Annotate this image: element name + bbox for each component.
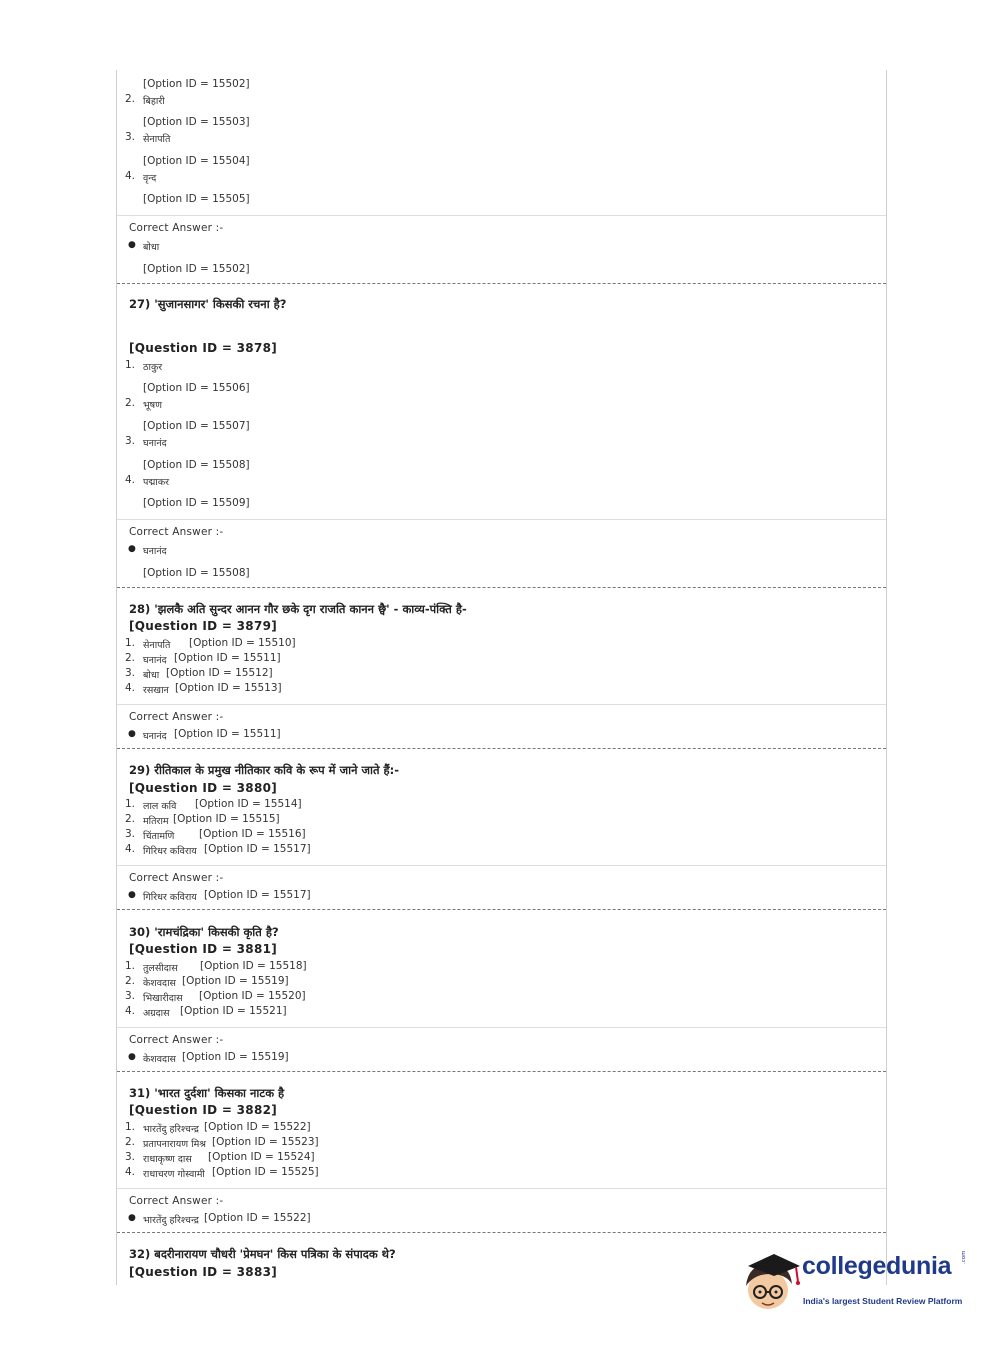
correct-answer-text: गिरिधर कविराय xyxy=(143,892,197,903)
section-divider xyxy=(117,1027,886,1028)
option-text: चिंतामणि xyxy=(143,831,175,842)
option-id: [Option ID = 15505] xyxy=(143,193,250,205)
mascot-icon xyxy=(740,1250,802,1314)
option-id: [Option ID = 15520] xyxy=(199,990,306,1002)
question-id: [Question ID = 3882] xyxy=(129,1103,278,1117)
section-divider xyxy=(117,704,886,705)
bullet-icon: ● xyxy=(128,729,136,739)
question-title: 27) 'सुजानसागर' किसकी रचना है? xyxy=(129,297,287,311)
question-title: 31) 'भारत दुर्दशा' किसका नाटक है xyxy=(129,1086,285,1100)
option-text: पद्माकर xyxy=(143,477,170,488)
question-id: [Question ID = 3881] xyxy=(129,942,278,956)
option-id: [Option ID = 15506] xyxy=(143,382,250,394)
correct-answer-label: Correct Answer :- xyxy=(129,1195,224,1207)
option-number: 1. xyxy=(125,1121,136,1133)
option-id: [Option ID = 15511] xyxy=(174,652,281,664)
option-text: राधाकृष्ण दास xyxy=(143,1154,192,1165)
correct-answer-option-id: [Option ID = 15502] xyxy=(143,263,250,275)
option-id: [Option ID = 15504] xyxy=(143,155,250,167)
option-id: [Option ID = 15522] xyxy=(204,1121,311,1133)
section-divider xyxy=(117,1188,886,1189)
option-text: भारतेंदु हरिश्चन्द्र xyxy=(143,1124,199,1135)
option-number: 3. xyxy=(125,1151,136,1163)
option-text: रसखान xyxy=(143,685,169,696)
correct-answer-label: Correct Answer :- xyxy=(129,526,224,538)
option-number: 2. xyxy=(125,975,136,987)
question-title: 30) 'रामचंद्रिका' किसकी कृति है? xyxy=(129,925,279,939)
option-id: [Option ID = 15524] xyxy=(208,1151,315,1163)
option-text: लाल कवि xyxy=(143,801,177,812)
option-number: 3. xyxy=(125,667,136,679)
question-id: [Question ID = 3883] xyxy=(129,1265,278,1279)
option-id: [Option ID = 15523] xyxy=(212,1136,319,1148)
option-text: घनानंद xyxy=(143,438,167,449)
option-text: वृन्द xyxy=(143,173,157,184)
option-id: [Option ID = 15508] xyxy=(143,459,250,471)
option-text: भूषण xyxy=(143,400,163,411)
option-id: [Option ID = 15517] xyxy=(204,843,311,855)
correct-answer-option-id: [Option ID = 15519] xyxy=(182,1051,289,1063)
option-text: ठाकुर xyxy=(143,362,163,373)
option-number: 3. xyxy=(125,828,136,840)
option-text: घनानंद xyxy=(143,655,167,666)
option-id: [Option ID = 15503] xyxy=(143,116,250,128)
correct-answer-text: बोधा xyxy=(143,242,160,253)
question-paper-page xyxy=(116,70,887,1285)
question-title: 29) रीतिकाल के प्रमुख नीतिकार कवि के रूप में जाने जाते हैं:- xyxy=(129,763,400,777)
option-text: केशवदास xyxy=(143,978,176,989)
question-title: 32) बदरीनारायण चौधरी 'प्रेमघन' किस पत्रिका के संपादक थे? xyxy=(129,1247,396,1261)
question-id: [Question ID = 3880] xyxy=(129,781,278,795)
question-separator xyxy=(117,748,886,749)
correct-answer-text: भारतेंदु हरिश्चन्द्र xyxy=(143,1215,199,1226)
brand-domain: .com xyxy=(961,1250,967,1264)
option-number: 2. xyxy=(125,1136,136,1148)
option-text: बिहारी xyxy=(143,96,165,107)
option-number: 2. xyxy=(125,813,136,825)
section-divider xyxy=(117,519,886,520)
option-text: सेनापति xyxy=(143,640,171,651)
option-number: 2. xyxy=(125,652,136,664)
correct-answer-option-id: [Option ID = 15508] xyxy=(143,567,250,579)
question-id: [Question ID = 3879] xyxy=(129,619,278,633)
option-number: 4. xyxy=(125,474,136,486)
correct-answer-text: केशवदास xyxy=(143,1054,176,1065)
bullet-icon: ● xyxy=(128,240,136,250)
option-number: 2. xyxy=(125,93,136,105)
section-divider xyxy=(117,215,886,216)
option-number: 4. xyxy=(125,1005,136,1017)
correct-answer-text: घनानंद xyxy=(143,731,167,742)
option-id: [Option ID = 15515] xyxy=(173,813,280,825)
bullet-icon: ● xyxy=(128,890,136,900)
correct-answer-label: Correct Answer :- xyxy=(129,872,224,884)
option-text: तुलसीदास xyxy=(143,963,178,974)
question-id: [Question ID = 3878] xyxy=(129,341,278,355)
option-id: [Option ID = 15518] xyxy=(200,960,307,972)
correct-answer-option-id: [Option ID = 15511] xyxy=(174,728,281,740)
option-number: 2. xyxy=(125,397,136,409)
option-number: 4. xyxy=(125,843,136,855)
option-number: 1. xyxy=(125,637,136,649)
correct-answer-option-id: [Option ID = 15522] xyxy=(204,1212,311,1224)
bullet-icon: ● xyxy=(128,544,136,554)
option-id: [Option ID = 15510] xyxy=(189,637,296,649)
section-divider xyxy=(117,865,886,866)
option-id: [Option ID = 15509] xyxy=(143,497,250,509)
option-text: सेनापति xyxy=(143,134,171,145)
brand-tagline: India's largest Student Review Platform xyxy=(803,1296,963,1306)
option-text: बोधा xyxy=(143,670,160,681)
question-separator xyxy=(117,587,886,588)
option-text: प्रतापनारायण मिश्र xyxy=(143,1139,207,1150)
option-number: 3. xyxy=(125,990,136,1002)
option-number: 4. xyxy=(125,1166,136,1178)
question-separator xyxy=(117,283,886,284)
option-id: [Option ID = 15516] xyxy=(199,828,306,840)
question-separator xyxy=(117,1071,886,1072)
option-number: 1. xyxy=(125,359,136,371)
correct-answer-option-id: [Option ID = 15517] xyxy=(204,889,311,901)
option-text: भिखारीदास xyxy=(143,993,183,1004)
option-id: [Option ID = 15521] xyxy=(180,1005,287,1017)
correct-answer-label: Correct Answer :- xyxy=(129,222,224,234)
option-id: [Option ID = 15519] xyxy=(182,975,289,987)
option-text: गिरिधर कविराय xyxy=(143,846,197,857)
brand-name: collegedunia xyxy=(802,1252,952,1280)
bullet-icon: ● xyxy=(128,1052,136,1062)
option-number: 4. xyxy=(125,170,136,182)
option-id: [Option ID = 15525] xyxy=(212,1166,319,1178)
option-id: [Option ID = 15513] xyxy=(175,682,282,694)
option-number: 3. xyxy=(125,435,136,447)
option-id: [Option ID = 15512] xyxy=(166,667,273,679)
option-id: [Option ID = 15502] xyxy=(143,78,250,90)
option-id: [Option ID = 15514] xyxy=(195,798,302,810)
collegedunia-logo xyxy=(740,1248,972,1318)
option-number: 4. xyxy=(125,682,136,694)
correct-answer-label: Correct Answer :- xyxy=(129,1034,224,1046)
option-text: अग्रदास xyxy=(143,1008,170,1019)
question-separator xyxy=(117,1232,886,1233)
bullet-icon: ● xyxy=(128,1213,136,1223)
option-id: [Option ID = 15507] xyxy=(143,420,250,432)
option-text: राधाचरण गोस्वामी xyxy=(143,1169,205,1180)
question-separator xyxy=(117,909,886,910)
option-number: 1. xyxy=(125,960,136,972)
correct-answer-text: घनानंद xyxy=(143,546,167,557)
option-number: 3. xyxy=(125,131,136,143)
correct-answer-label: Correct Answer :- xyxy=(129,711,224,723)
option-text: मतिराम xyxy=(143,816,169,827)
option-number: 1. xyxy=(125,798,136,810)
question-title: 28) 'झलकै अति सुन्दर आनन गौर छके दृग राजति कानन छ्वै' - काव्य-पंक्ति है- xyxy=(129,602,467,616)
